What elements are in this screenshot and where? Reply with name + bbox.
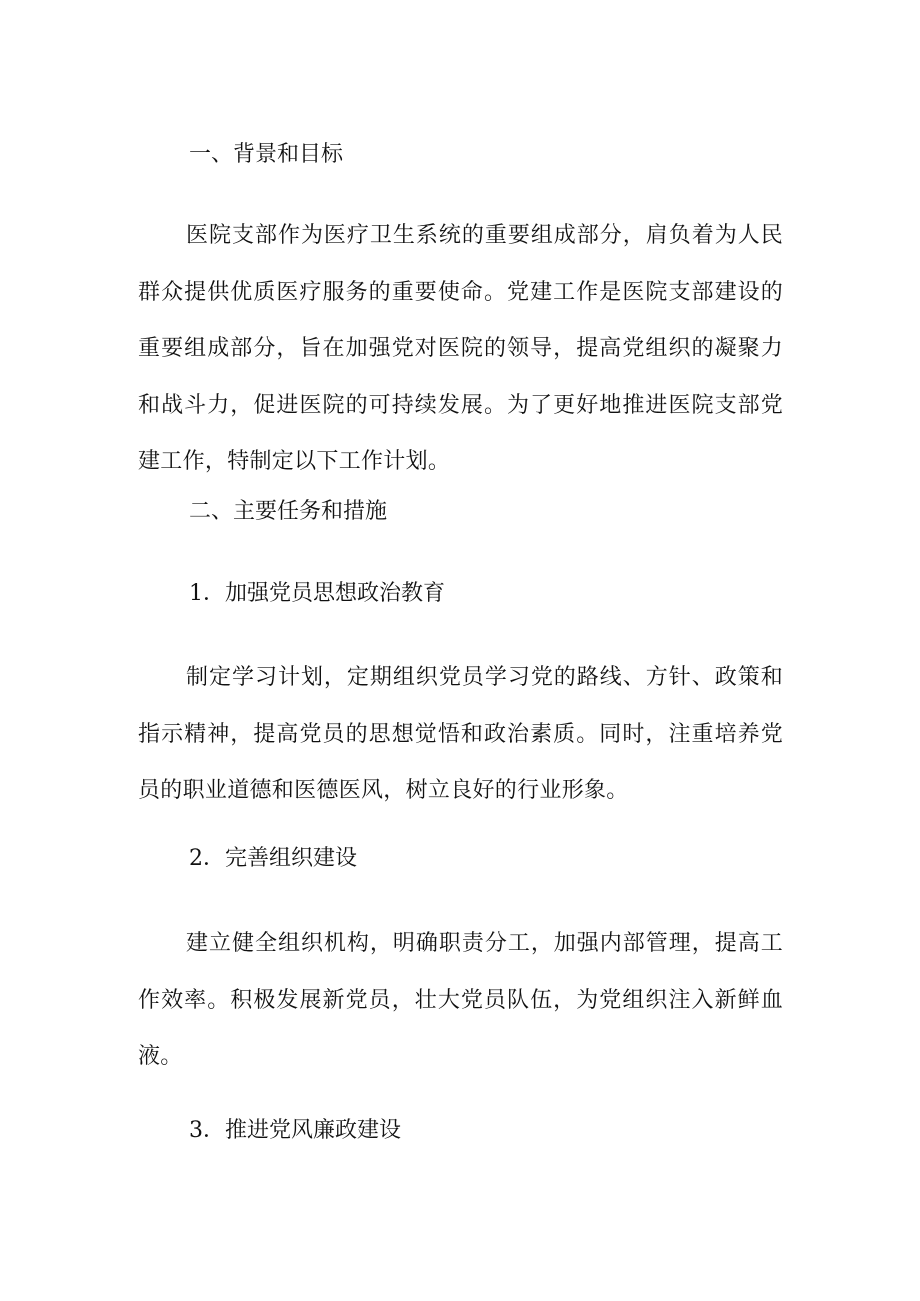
item-heading-organization-building: 2．完善组织建设: [189, 846, 357, 871]
paragraph-political-education: 制定学习计划，定期组织党员学习党的路线、方针、政策和指示精神，提高党员的思想觉悟和政治素质。同时，注重培养党员的职业道德和医德医风，树立良好的行业形象。: [138, 665, 783, 803]
section-heading-background-goals: 一、背景和目标: [189, 142, 344, 167]
paragraph-background: 医院支部作为医疗卫生系统的重要组成部分，肩负着为人民群众提供优质医疗服务的重要使命。党建工作是医院支部建设的重要组成部分，旨在加强党对医院的领导，提高党组织的凝聚力和战斗力，促进医院的可持续发展。为了更好地推进医院支部党建工作，特制定以下工作计划。: [138, 223, 783, 474]
item-heading-political-education: 1．加强党员思想政治教育: [189, 581, 445, 606]
section-heading-tasks-measures: 二、主要任务和措施: [189, 499, 388, 524]
paragraph-organization-building: 建立健全组织机构，明确职责分工，加强内部管理，提高工作效率。积极发展新党员，壮大党员队伍，为党组织注入新鲜血液。: [138, 931, 783, 1069]
item-heading-clean-governance: 3．推进党风廉政建设: [189, 1118, 401, 1143]
